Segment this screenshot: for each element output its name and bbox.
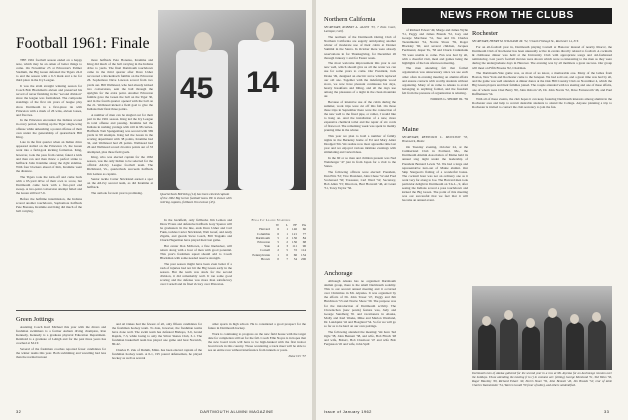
left-page (0, 0, 312, 420)
paragraph: Although Alaska has no organized Dartmouth alumni group, there is the small Dartmouth sodality. This is our second annual meeting and it occurred over Christmas in Mt. Alyeska. It was organized by the efforts of Dr. John Tower '47, Peggy and Jim Hutchison '53 and Norrie Shore '39. The purpose was for the introduction of Dartmouth activity. The Chowlachon (new ponds) feature was, Judy and George Sundberg '61 and vacationers in Alaska, Molly and Karl Weeks, Mike and Marion Westlund, Dr. Lundquist '42 and Hoagland '54. So far we will go so far as to be hard on our own pairings. (324, 279, 396, 329)
table-cell: 111 (292, 244, 297, 249)
person-figure (500, 318, 518, 370)
jottings-signature: Dave Orr '57 (288, 353, 306, 358)
paragraph: But center Don McKown, a fine linebacker, will return along with a host of men with good potential. This year's freshman squad should add to Coach Blackman with some needed reserve strength. (160, 244, 232, 261)
person-figure (544, 316, 562, 370)
paragraph: With all of these events, the club hopes it can keep fostering Dartmouth interests among alumni in the Rochester area and help to recruit desirable students to attend the College. Anyone planning a trip to Rochester is invited to contact the club secretary to join the fun. (472, 97, 612, 110)
table-cell: 1 (286, 231, 288, 236)
paragraph: and Al Oakes had the fewest of all, only fifteen candidates for the freshman hockey team. To date, however, the freshman teams have done well. The swim team has defeated Bishops, 3-6, Grand Rapids, 7-3, while losing to only the Silver Skates Club, 3-1. The freshman basketball team has played one game and beat Norwich, 80-42. (112, 322, 202, 347)
table-cell: 4 (277, 244, 279, 249)
table-cell: 156 (292, 240, 297, 245)
paragraph: In the 60 or so men and children present was Ned Weinberger '47 just in from Japan for a visit to the States. (324, 155, 396, 168)
table-cell: 7 (286, 256, 288, 261)
paragraph: The following officers were elected: President, Dan Pitts '32; Vice President, John Chase '52 and Fred Scoberaad '50; Treasurer, Carl Ward '52; Secretary, Bob Allen '53; Directors, Bud Horwald '46, Al Grant '51, Torey Taylor '56. (324, 169, 396, 190)
page-number: 32 (16, 409, 22, 414)
team-name: Yale (264, 244, 270, 249)
table-cell: 6 (277, 231, 279, 236)
article-title: Football 1961: Finale (16, 35, 150, 52)
paragraph: This year we plan to hold a number of family nights in the Berkeley home of Ed and Mary Alder Dredged Tm. We realize now most agreeable time last year and we enjoyed various intimate evenings with stimulating and varied ideas. (324, 133, 396, 155)
table-cell: 1 (277, 252, 279, 257)
anchorage-column (324, 268, 396, 402)
paragraph: A number of men can be singled out for their part in the 1961 season. King led the Ivy League in total offense and passing. Kramme led the Indians in rushing yardage with 416 in 98 carries. Halfback Tom Spangenburg was second with 369 yards in 99 attempts. King led the Green in the scoring department with 38 points, Kramme had 32, and Wellstead had 26 points. Wellstead had 26 and Wellstead scored 24 extra points out of 33 attempted, plus three field goals. (87, 112, 153, 154)
person-head (482, 316, 491, 326)
table-cell: 5 (286, 248, 288, 253)
photo-caption: Quarterback Bill King (14) has been elected captain of the 1962 Big Green football team. He is shown with retiring captain, fullback Jim Lemon (45). (160, 192, 232, 205)
table-cell: 121 (292, 231, 297, 236)
table-cell: 6 (286, 252, 288, 257)
jersey-number: 45 (180, 72, 214, 105)
table-cell: 1 (286, 227, 288, 232)
table-cell: 2 (277, 248, 279, 253)
person-figure (478, 324, 496, 370)
person-figure (566, 322, 584, 370)
table-cell: 114 (301, 248, 306, 253)
standings-table (236, 218, 306, 261)
player-figure (238, 40, 294, 190)
person-head (548, 308, 557, 318)
maine-title: Maine (402, 126, 419, 133)
table-cell: 6 (277, 227, 279, 232)
table-cell: 54 (293, 256, 297, 261)
table-cell: 0 (277, 256, 279, 261)
team-name: Princeton (257, 240, 270, 245)
table-cell: 5 (277, 240, 279, 245)
paragraph: other sports in high school. He is considered a good prospect for the future in Dartmouth hockey. (208, 322, 306, 331)
team-name: Brown (261, 256, 270, 261)
norcal-secretary: SECRETARY, ROBERT A. ALLEN '53, 7 Palo Court, Larkspur, Calif. (324, 25, 396, 34)
person-figure (522, 326, 540, 370)
person-head (570, 314, 579, 324)
maine-secretary: SECRETARY, REYNOLDS L. MOULTON '55, Brunswick, Maine (402, 135, 468, 144)
article-column-3 (160, 218, 232, 306)
rochester-secretary: SECRETARY, HENRY M. WILLIAMS JR. '52, 5 South Fitzhugh St., Rochester 14, N.Y. (472, 39, 579, 43)
team-name: Pennsylvania (252, 252, 270, 257)
norcal-title: Northern California (324, 16, 376, 23)
table-cell: 66 (293, 252, 297, 257)
player-figure (176, 50, 228, 190)
table-cell: 5 (277, 235, 279, 240)
paragraph: The outlook for next year is promising. (91, 190, 143, 195)
paragraph: Senior tackle Carter Strickland earned a spot on the All-Ivy second team, as did Kramme at halfback. (87, 177, 153, 190)
paragraph: It was the sixth straight winning season for Coach Bob Blackman's eleven and preserved his record of never finishing in the "second division" since the league was formalized. The composite standings of the first six years of league play show Dartmouth in a first-place tie with Princeton with a mark of 26 wins, eleven losses, and five ties. (16, 84, 82, 117)
alaska-group-photo (472, 286, 612, 370)
person-head (592, 312, 601, 322)
anchorage-title: Anchorage (324, 270, 353, 277)
table-cell: 84 (302, 235, 306, 240)
paragraph: Several of the freshman coaches reported fewer candidates for the winter teams this year. Both swimming and wrestling had less than the normal turnout (16, 346, 106, 360)
paragraph: The past season might have been even better if a rash of injuries had not hit the Big Green early in the season. But the team was stuck for the second division, it did remarkably well. It ran some good scoring and the defense was more than satisfactory over Cornell and its final victory over Princeton. (160, 261, 232, 287)
table-column-headers: W L PF PA (275, 223, 306, 228)
table-cell: 66 (302, 227, 306, 232)
paragraph: Late in the first quarter when an Indian drive appeared stalled on the Princeton 15, the Green went into a field-goal kicking formation. King, however, took the pass from center, faked a kick and then ran and then threw a perfect strike to halfback John Kramme along the right sideline. With four blockers ahead of him, Kramme went the distance. (16, 140, 82, 173)
jottings-column-1 (16, 314, 106, 402)
player-head (194, 32, 212, 52)
jersey-number: 14 (246, 66, 280, 99)
paragraph: In the backfield, only fullbacks Jim Lemon and Drew Evans and defensive halfback Gary Spence will be graduated. In the line, ends Dave Usher and Carl Funk, tackles Carter Strickland, Walt Graef, and Andy Zigelis, and guards Steve Lasch, Bill Tragakis and Chuck Hagerman have played their last game. (160, 218, 232, 243)
table-cell: 96 (302, 244, 306, 249)
table-cell: 156 (292, 235, 297, 240)
paragraph: of Richard Eckart '49, Marge and James Wylie '51, Peggy and James Brands '52, Joey and George Marchese '51, Sue and Dr. Charles Tazenmieder '54, Norrie Shore '59, Roger Blackley '60, and several children, Jacques Ferdinand, Jasper Tu, '58 and Chuck Cruikshank '59 were unable to come. Fun was had by all, with a cheerful visit, meal and games being the highlights of the late afternoon meeting. (402, 28, 468, 65)
paragraph: Charles E. Zak of Duluth, Minn. has been elected captain of the freshman hockey team. A 6-1, 195 pound defenseman, he played hockey as well as several (112, 348, 202, 361)
person-head (504, 310, 513, 320)
person-figure (588, 320, 606, 370)
section-divider (16, 310, 306, 311)
article-column-2 (87, 58, 153, 306)
team-name: Dartmouth (255, 235, 270, 240)
table-cell: 77 (302, 231, 306, 236)
team-name: Columbia (256, 231, 270, 236)
paragraph: In the Princeton encounter the Indians scored in every period, bottling up the Tiger single-wing offense while unleashing a potent offense of their own under the generalship of quarterback Bill King. (16, 118, 82, 139)
table-header: Final Ivy League Standings (251, 218, 291, 222)
paragraph: The following attended the meeting: We have Ted Ogle '38, John Bennett '38, and wife, Bob Flinch '48 and wife, Bobert, Bob Chasbour '47 and wife Bob Fergusson '45 and wife, John Spill (324, 329, 396, 346)
issue-date: Issue of January 1962 (324, 409, 372, 414)
paragraph: more halfback Pete Bonaiaa, Kramme and King did much of the ball carrying in the Indians drive to yards. The final Dartmouth touchdown came in the third quarter after Dave Usher recovered a Rockenbach fumble on the Princeton 26. Sophomore Dave Lawson scored from two yards out. Bill Wellstead, who had already kicked two conversions, sent the ball through the uprights for the extra point. Another Princeton fumble gave the Green the ball on the Tiger 30, and in the fourth quarter opened with the ball on the 21. Wellstead kicked a field goal to give the Indians their final three points. (87, 58, 153, 112)
jottings-column-2 (112, 322, 202, 402)
table-body (236, 227, 306, 261)
jottings-column-3 (208, 322, 306, 402)
group-photo-caption: Dartmouth men of Alaska gathered for the second year in a row at Mt. Alyeska for an Anchorage reunion over the holidays. Those attending the meeting (l to r) in costume are: (sitting) George Moreland '51, Ted Weiss '56, Roger Blackley '60, Richard Eckart '49, Norris Shore '59, John Bennett '46, Jim Brands '52; rear of table Charles Tazenmieder '54, Warren Gould '59 (rear of table), and others unidentified. (472, 371, 612, 387)
signature: NORRIS G. SHORE JR. '59 (430, 96, 468, 101)
page-number: 33 (604, 409, 610, 414)
table-cell: 68 (302, 240, 306, 245)
player-head (256, 22, 274, 42)
paragraph: King, who was elected captain for the 1962 season, was the only Indian to be selected for the official All-Ivy League football team. The Richmond, Va., quarterback succeeds halfback Jim Lemon as captain. (87, 155, 153, 176)
paragraph: The northern of the Dartmouth Outing Club of Northern California are eagerly anticipating another winter of moderate use of their cabin at Donner Summit in the Sierra. In October there were already reservations in for Thanksgiving, for December 26 through January 1 and for Easter week. (324, 35, 396, 60)
table-cell: 146 (292, 227, 297, 232)
paragraph: The Dartmouth-Yale game was, as most of us know, a memorable one. Many of the ladies from Boston, New York and Rochester came to the banquet. We had sold out, and a great time was had by all, and the game was well attended. A dinner dance at the Oak Hill Country Club on November 4, which the Big Green players and their families joined. The couple attended with ice skating and one of these affairs, one of whom were Chet Berry '60, John Osborn '45, Dr. John Norris '52, Dave Farnsworth '46, and Paul Rufflemann '54. (472, 71, 612, 96)
team-name: Harvard (259, 227, 270, 232)
paragraph: Because of intensive use of the cabin during the summer, work trips were cut off this fall. On those three trips in September there were the connection of the new well to the fixed pipe, or rather, I would like to hang on. And the installation of a new, more expensive chemical toilet and the repair of six cords of firewood. The remaining week was spent in mainly pruning time in the winter. (324, 99, 396, 133)
table-cell: 2 (286, 240, 288, 245)
jottings-title: Green Jottings (16, 316, 54, 323)
paragraph: The most welcome improvement this year is our new well, which should give us all the water we can use for some years to come. Our President, Jack Drake '49, designed an electric stove which replaced our old one. Together with the indefatigable wood stove, we now have pleasant continuous hot days, hearty breakfasts and lilting, and all the days use among the pleasures of a night in the clean mountain air. (324, 61, 396, 98)
paragraph: Before the halftime intermission, the Indians scored another touchdown, Sophomore halfback Pete Bonaiaa, Kramme and King did much of the ball carrying. (16, 196, 82, 213)
rochester-column (472, 28, 612, 282)
table-cell: 3 (286, 244, 288, 249)
table-cell: 206 (301, 256, 306, 261)
section-banner: NEWS FROM THE CLUBS (402, 8, 612, 24)
maine-column (402, 124, 468, 402)
rochester-title: Rochester (472, 30, 498, 37)
magazine-name: DARTMOUTH ALUMNI MAGAZINE (200, 409, 274, 414)
table-row (236, 257, 306, 261)
football-players-photo (158, 10, 306, 190)
paragraph: The Tigers took the kick-off and came back with a 65-yard drive of their own to score, but Dartmouth came back with a five-yard end sweep. A two-point conversion attempt failed and the Green still led 7-6. (16, 174, 82, 195)
table-cell: 2 (286, 235, 288, 240)
clubs-column-2 (402, 28, 468, 118)
norcal-column (324, 14, 396, 264)
table-cell: 154 (301, 252, 306, 257)
paragraph: Work is continuing to progress on the new field house with the target date for completion still set for the fall. Coach Ellie Noyes is in hopes that the new board track will have to be high-banked with the first indoor board track in this country. Those wondering a track meet will be able to see an entire race without interference from tunnels or posts. (208, 331, 306, 353)
team-name: Cornell (260, 248, 270, 253)
paragraph: The men attending felt that formal organization was unnecessary since we see each other often in evening meeting on alumni affairs and ensure contacts with worthy students without organizing. Many of us came to Alaska to avoid belonging to anything formal, and the freedom felt from the pressure of organization is relaxing. (402, 66, 468, 95)
paragraph: Assisting Coach Karl Michael this year with the divers and freshman swimmers is a former Auburn diving champion, Ron Kennedy, Kennedy is a graduate physical Education Department. Reinhold is a graduate of Lehigh and for the past three years has coached at M.I.T. (16, 325, 106, 346)
article-column-1 (16, 58, 82, 306)
person-head (526, 318, 535, 328)
paragraph: THE 1961 football season ended on a happy note, which may be an omen of better things to come. On November 25 at Princeton's Palmer Stadium, the Big Green defeated the Tigers 24-6 to end the season with a 6-3 mark and a tie for third place in the Ivy League. (16, 58, 82, 83)
paragraph: On Tuesday evening, October 24, at the Cumberland Club in Portland, Me., the Dartmouth Alumni Association of Maine held its annual stag night under the leadership of President Bernard Lewis '52. We had a large and representative turn-out of Maine alumni. Our Skip Sturgeon's fishing of a wonderful bonus. The cocktail hour was not an ordinary one as it went very far along to Joe. The Harvard men took particular delight in Dartmouth on T.G.L., 9, after seeing the Indians scored a pass touchdown and kicked the Big Green. The point of this meeting was our successful that we feel that it will become an annual event. (402, 145, 468, 203)
table-cell: 72 (293, 248, 297, 253)
paragraph: For an all-football year in, Dartmouth playing Cornell at Hanover instead of nearby Ithaca!, the Dartmouth Club of Rochester has been unusually active in events directly related to football. A cocktails & clubhouse dinner was held at the University Club with appropriate songs and old-fashioned reminiscing. Last year's football movies were shown which were so interesting to the men as they were during the undergraduate days in Hanover. The evening was by all members a great success. Our group will meet on Fifth Brooks '62, Chairman. (472, 45, 612, 70)
